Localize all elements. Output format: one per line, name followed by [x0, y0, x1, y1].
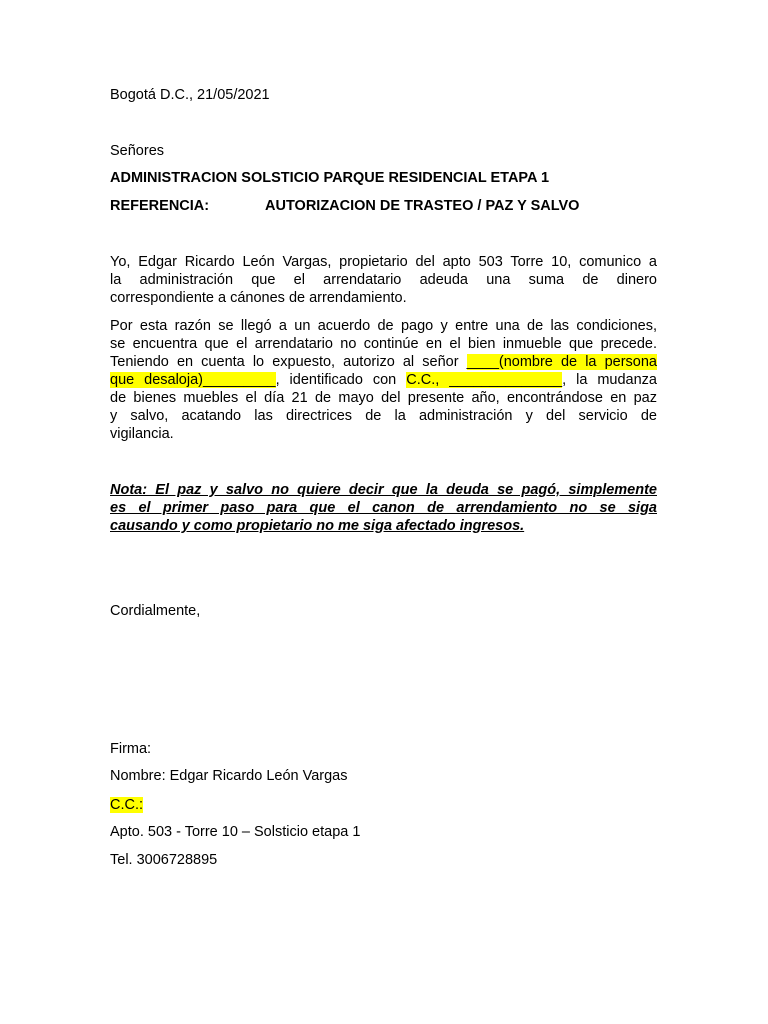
reference-text: AUTORIZACION DE TRASTEO / PAZ Y SALVO [265, 198, 580, 214]
paragraph-1-line: correspondiente a cánones de arrendamiento. [110, 290, 407, 306]
paragraph-2-line: Por esta razón se llegó a un acuerdo de pago y entre una de las condiciones, [110, 318, 657, 334]
place-date: Bogotá D.C., 21/05/2021 [110, 87, 270, 103]
signer-id [110, 796, 143, 814]
signature-label: Firma: [110, 741, 152, 757]
paragraph-2-line: de bienes muebles el día 21 de mayo del presente año, encontrándose en paz [110, 390, 657, 406]
signer-id-label: C.C.: [110, 797, 144, 813]
paragraph-2-line: vigilancia. [110, 426, 174, 442]
note-line: es el primer paso para que el canon de arrendamiento no se siga [110, 500, 657, 516]
authorization-text: Teniendo en cuenta lo expuesto, autorizo al señor [110, 354, 467, 370]
paragraph-2 [110, 317, 657, 443]
reference [110, 197, 579, 215]
paragraph-2-line: y salvo, acatando las directrices de la administración y del servicio de [110, 408, 657, 424]
paragraph-2-line: se encuentra que el arrendatario no continúe en el bien inmueble que precede. [110, 336, 657, 352]
signer-name: Nombre: Edgar Ricardo León Vargas [110, 768, 348, 784]
note [110, 481, 657, 535]
note-line: Nota: El paz y salvo no quiere decir que la deuda se pagó, simplemente [110, 482, 657, 498]
tenant-name-placeholder-end: que desaloja)_________ [110, 372, 276, 388]
reference-label: REFERENCIA: [110, 198, 210, 214]
signer-phone: Tel. 3006728895 [110, 852, 218, 868]
paragraph-1 [110, 253, 657, 307]
paragraph-1-line: la administración que el arrendatario adeuda una suma de dinero [110, 272, 657, 288]
signer-apartment: Apto. 503 - Torre 10 – Solsticio etapa 1 [110, 824, 361, 840]
tenant-name-placeholder: ____(nombre de la persona [466, 354, 657, 370]
addressee: ADMINISTRACION SOLSTICIO PARQUE RESIDENCIAL ETAPA 1 [110, 170, 550, 186]
moving-text: , la mudanza [562, 372, 657, 388]
tenant-id-placeholder: C.C., ______________ [406, 372, 563, 388]
paragraph-1-line: Yo, Edgar Ricardo León Vargas, propietario del apto 503 Torre 10, comunico a [110, 254, 657, 270]
paragraph-2-line [110, 371, 657, 389]
closing: Cordialmente, [110, 603, 201, 619]
paragraph-2-line [110, 353, 657, 371]
note-line: causando y como propietario no me siga afectado ingresos. [110, 518, 525, 534]
identified-text: , identificado con [275, 372, 407, 388]
salutation: Señores [110, 143, 165, 159]
